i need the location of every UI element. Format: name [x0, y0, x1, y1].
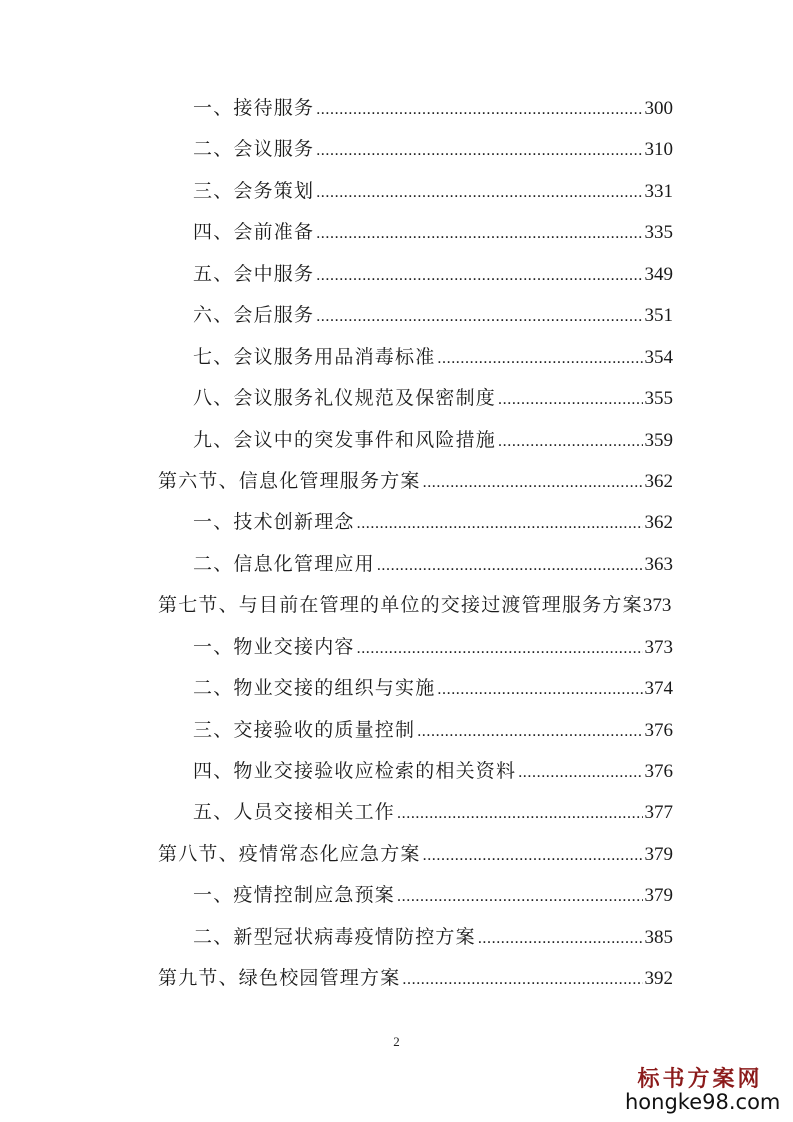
toc-entry[interactable] [0, 710, 673, 751]
toc-dot-leader [316, 89, 642, 130]
toc-entry-page: 354 [644, 346, 673, 368]
toc-entry-title: 五、人员交接相关工作 [193, 801, 396, 824]
toc-entry[interactable] [0, 378, 673, 419]
toc-entry[interactable] [0, 254, 673, 295]
toc-entry-page: 351 [644, 305, 673, 327]
toc-entry[interactable] [0, 420, 673, 461]
toc-entry-title: 二、物业交接的组织与实施 [193, 677, 436, 700]
toc-entry-title: 二、会议服务 [193, 138, 315, 161]
toc-section-entry[interactable] [0, 461, 673, 502]
toc-entry-page: 377 [644, 802, 673, 824]
toc-entry[interactable] [0, 171, 673, 212]
toc-entry-page: 362 [644, 470, 673, 492]
toc-entry-title: 三、交接验收的质量控制 [193, 718, 416, 741]
toc-entry[interactable] [0, 627, 673, 668]
toc-entry-page: 359 [644, 429, 673, 451]
toc-entry[interactable] [0, 792, 673, 833]
toc-entry[interactable] [0, 751, 673, 792]
toc-entry-page: 376 [644, 761, 673, 782]
toc-entry-page: 385 [644, 926, 673, 948]
toc-dot-leader [357, 628, 643, 669]
toc-entry[interactable] [0, 212, 673, 253]
site-watermark-logo [625, 1066, 781, 1115]
toc-entry-page: 335 [644, 222, 673, 244]
toc-dot-leader [417, 711, 642, 752]
toc-entry-page: 362 [644, 512, 673, 534]
toc-entry-title: 二、信息化管理应用 [193, 552, 375, 575]
toc-dot-leader [316, 172, 642, 213]
toc-entry-title: 第六节、信息化管理服务方案 [158, 469, 421, 492]
toc-entry-page: 374 [644, 678, 673, 700]
toc-entry-page: 355 [644, 388, 673, 410]
toc-dot-leader [478, 918, 643, 959]
toc-entry-page: 379 [644, 843, 673, 865]
toc-entry[interactable] [0, 337, 673, 378]
toc-section-entry[interactable] [0, 958, 673, 999]
watermark-domain-text: hongke98.com [625, 1090, 781, 1115]
toc-entry-title: 七、会议服务用品消毒标准 [193, 345, 436, 368]
toc-entry[interactable] [0, 544, 673, 585]
toc-entry-page: 376 [644, 719, 673, 741]
toc-entry-title: 九、会议中的突发事件和风险措施 [193, 428, 497, 451]
toc-entry-title: 第八节、疫情常态化应急方案 [158, 842, 421, 865]
toc-dot-leader [518, 752, 642, 793]
toc-dot-leader [402, 959, 642, 1000]
toc-entry-title: 三、会务策划 [193, 179, 315, 202]
toc-entry-title: 一、物业交接内容 [193, 635, 355, 658]
toc-entry-title: 八、会议服务礼仪规范及保密制度 [193, 387, 497, 410]
table-of-contents [0, 88, 793, 1000]
toc-dot-leader [316, 130, 642, 171]
toc-dot-leader [437, 338, 642, 379]
toc-entry[interactable] [0, 875, 673, 916]
toc-entry-page: 373 [642, 595, 672, 617]
page-number: 2 [393, 1034, 400, 1049]
toc-entry-title: 五、会中服务 [193, 262, 315, 285]
toc-entry[interactable] [0, 129, 673, 170]
toc-entry[interactable] [0, 502, 673, 543]
toc-entry[interactable] [0, 668, 673, 709]
toc-entry-page: 379 [644, 885, 673, 907]
toc-entry[interactable] [0, 917, 673, 958]
toc-section-entry[interactable] [0, 834, 673, 875]
toc-entry-title: 一、疫情控制应急预案 [193, 884, 396, 907]
toc-entry-title: 六、会后服务 [193, 304, 315, 327]
toc-entry-page: 331 [644, 180, 673, 202]
toc-entry-page: 300 [644, 98, 673, 119]
toc-entry-page: 392 [644, 968, 673, 990]
toc-entry-page: 373 [644, 636, 673, 658]
toc-section-entry[interactable] [0, 585, 793, 626]
toc-entry-title: 二、新型冠状病毒疫情防控方案 [193, 925, 476, 948]
toc-dot-leader [316, 296, 642, 337]
toc-dot-leader [357, 503, 643, 544]
toc-dot-leader [377, 545, 643, 586]
toc-dot-leader [316, 213, 642, 254]
toc-dot-leader [397, 793, 642, 834]
toc-entry-title: 一、技术创新理念 [193, 511, 355, 534]
toc-dot-leader [423, 462, 643, 503]
toc-entry[interactable] [0, 88, 673, 129]
toc-entry-title: 四、物业交接验收应检索的相关资料 [193, 760, 517, 782]
toc-entry-title: 四、会前准备 [193, 221, 315, 244]
toc-entry-title: 第九节、绿色校园管理方案 [158, 967, 401, 990]
toc-entry-page: 363 [644, 553, 673, 575]
toc-entry-title: 第七节、与目前在管理的单位的交接过渡管理服务方案 [158, 594, 643, 617]
toc-dot-leader [498, 379, 642, 420]
toc-dot-leader [437, 669, 642, 710]
watermark-chinese-text: 标书方案网 [637, 1066, 763, 1092]
toc-entry-page: 310 [644, 139, 673, 161]
toc-entry[interactable] [0, 295, 673, 336]
toc-dot-leader [423, 835, 643, 876]
toc-dot-leader [397, 876, 642, 917]
toc-entry-page: 349 [644, 263, 673, 285]
toc-entry-title: 一、接待服务 [193, 97, 315, 119]
toc-dot-leader [316, 255, 642, 296]
toc-dot-leader [498, 421, 642, 462]
